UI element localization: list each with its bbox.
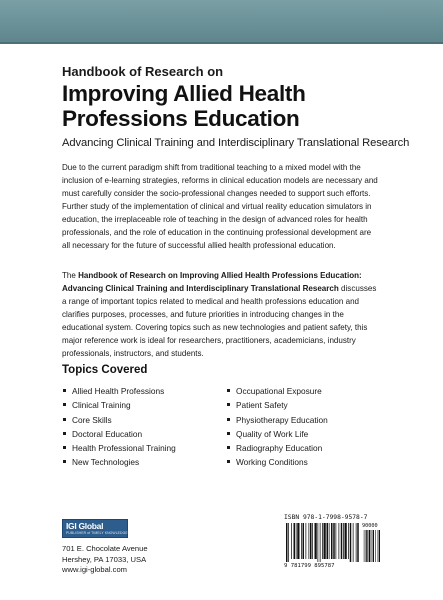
book-title-line-2: Professions Education: [62, 106, 300, 131]
paragraph-2-intro: The: [62, 271, 79, 280]
top-band-divider: [0, 42, 443, 44]
publisher-logo-tagline: PUBLISHER of TIMELY KNOWLEDGE: [66, 531, 128, 535]
description-paragraph-2: [62, 269, 380, 360]
barcode-bar: [306, 523, 307, 559]
topic-item: Core Skills: [62, 413, 176, 427]
barcode-addon-bar: [369, 530, 371, 562]
book-title-line-1: Improving Allied Health: [62, 81, 306, 106]
barcode-bars: [284, 523, 380, 563]
topic-item: Allied Health Professions: [62, 384, 176, 398]
publisher-website: www.igi-global.com: [62, 565, 127, 574]
barcode-bar: [322, 523, 323, 559]
barcode-addon-bar: [379, 530, 380, 562]
address-street: 701 E. Chocolate Avenue: [62, 544, 148, 553]
barcode-bar: [288, 523, 289, 562]
top-color-band: [0, 0, 443, 42]
barcode-bar: [324, 523, 326, 559]
barcode-bar: [336, 523, 337, 559]
address-city: Hershey, PA 17033, USA: [62, 554, 147, 564]
barcode-addon-bar: [366, 530, 367, 562]
barcode-addon-digits: 90000: [362, 523, 378, 529]
barcode-bar: [329, 523, 330, 559]
isbn-barcode: [284, 514, 380, 570]
barcode-bar: [286, 523, 288, 562]
barcode-bar: [356, 523, 357, 562]
isbn-number: ISBN 978-1-7998-9578-7: [284, 514, 368, 521]
barcode-bar: [353, 523, 354, 562]
book-subtitle: Advancing Clinical Training and Interdisciplinary Translational Research: [62, 137, 410, 149]
barcode-bar: [345, 523, 347, 559]
book-pre-title: Handbook of Research on: [62, 64, 224, 79]
barcode-addon-bar: [378, 530, 379, 562]
barcode-bar: [294, 523, 296, 559]
barcode-bar: [348, 523, 349, 559]
topic-item: Clinical Training: [62, 398, 176, 412]
topics-heading: Topics Covered: [62, 364, 148, 376]
topic-item: New Technologies: [62, 455, 176, 469]
topic-item: Working Conditions: [226, 455, 328, 469]
barcode-bar: [333, 523, 335, 559]
description-paragraph-1: Due to the current paradigm shift from traditional teaching to a mixed model with the inclusion of e-learning strategies, reforms in clinical education models are necessary and must carefully consider the socio-professional changes needed to support such efforts. Further study of the implementation of clinical and virtual reality education simulators in education, the irreplaceable role of teaching in the design of advanced roles for health professionals, and the role of education in the continuing professional development are all necessary for the future of successful allied health professional education.: [62, 163, 378, 250]
topic-item: Patient Safety: [226, 398, 328, 412]
barcode-bar: [301, 523, 302, 559]
publisher-logo: [62, 519, 128, 538]
barcode-addon-bar: [375, 530, 376, 562]
topic-item: Occupational Exposure: [226, 384, 328, 398]
barcode-addon-bar: [373, 530, 374, 562]
barcode-bar: [312, 523, 313, 559]
barcode-addon-bar: [372, 530, 373, 562]
topic-item: Doctoral Education: [62, 427, 176, 441]
barcode-digits: 9 781799 895787: [284, 563, 335, 569]
barcode-bar: [315, 523, 317, 559]
barcode-bar: [309, 523, 310, 559]
barcode-bar: [327, 523, 329, 559]
topic-item: Physiotherapy Education: [226, 413, 328, 427]
publisher-logo-text: IGI Global: [66, 521, 104, 531]
barcode-addon-bar: [364, 530, 365, 562]
paragraph-2-body: discusses a range of important topics related to medical and health professions education and clarifies purposes, processes, and future priorities in introducing changes in the educational system. Covering topics such as new technologies and patient safety, this major reference work is ideal for researchers, practitioners, academicians, industry professionals, instructors, and students.: [62, 284, 377, 358]
barcode-bar: [343, 523, 344, 559]
barcode-bar: [310, 523, 312, 559]
barcode-bar: [331, 523, 333, 559]
barcode-addon-bar: [367, 530, 368, 562]
barcode-bar: [350, 523, 352, 562]
paragraph-2-book-title: Handbook of Research on Improving Allied Health Professions Education: Advancing Clinical Training and Interdisciplinary Translational Research: [62, 271, 362, 293]
barcode-bar: [318, 523, 319, 562]
barcode-bar: [341, 523, 343, 559]
barcode-bar: [297, 523, 299, 559]
topic-item: Health Professional Training: [62, 441, 176, 455]
barcode-bar: [320, 523, 321, 562]
topic-item: Quality of Work Life: [226, 427, 328, 441]
barcode-bar: [303, 523, 305, 559]
topics-list-left: [62, 384, 176, 470]
barcode-bar: [296, 523, 297, 559]
barcode-bar: [291, 523, 292, 559]
barcode-bar: [339, 523, 340, 559]
barcode-bar: [357, 523, 359, 562]
publisher-address: [62, 544, 148, 576]
topics-list-right: [226, 384, 328, 470]
topic-item: Radiography Education: [226, 441, 328, 455]
